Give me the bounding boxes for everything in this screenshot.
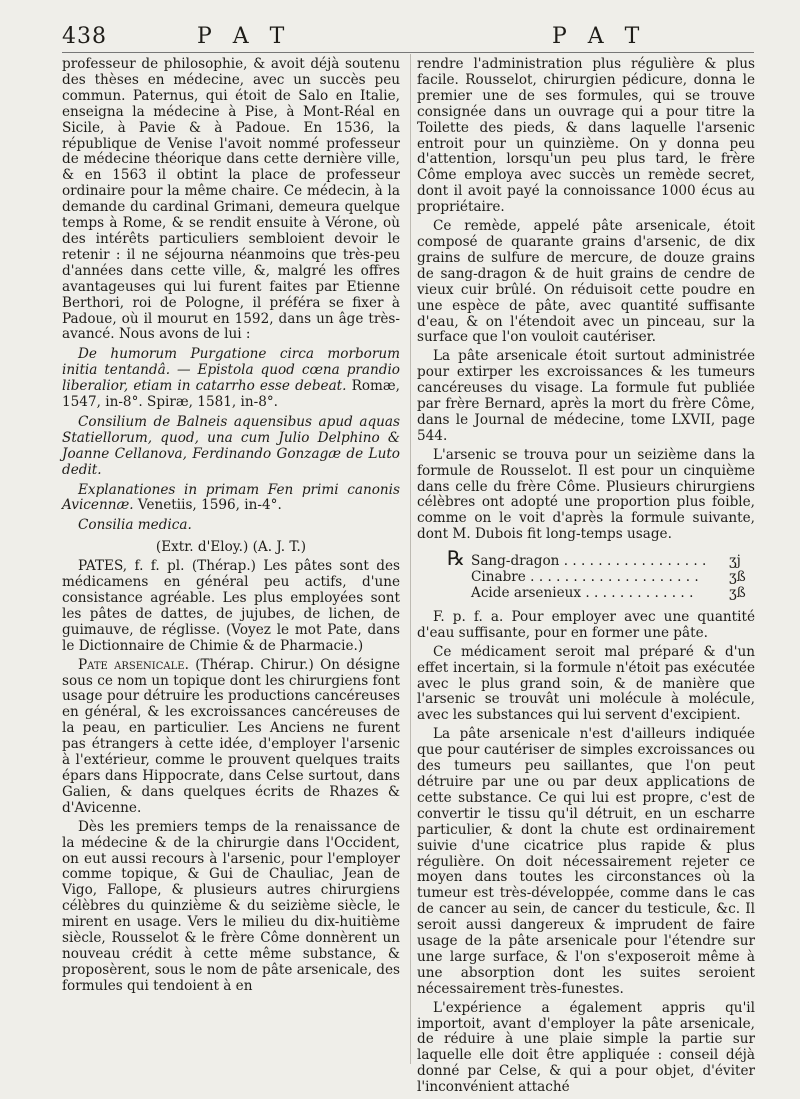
paragraph: L'arsenic se trouva pour un seizième dans la formule de Rousselot. Il est pour un cinquième dans celle du frère Côme. Plusieurs chirurgiens célèbres ont adopté une proportion plus foible, comme on le voit d'après la formule suivante, dont M. Dubois fit long-temps usage. <box>417 446 755 543</box>
paragraph: Dès les premiers temps de la renaissance de la médecine & de la chirurgie dans l'Occident, on eut aussi recours à l'arsenic, pour l'employer comme topique, & Gui de Chauliac, Jean de Vigo, Fallope, & plusieurs autres chirurgiens célèbres du quinzième & du seizième siècle, le mirent en usage. Vers le milieu du dix-huitième siècle, Rousselot & le frère Côme donnèrent un nouveau crédit à cette même substance, & proposèrent, sous le nom de pâte arsenicale, des formules qui tendoient à en <box>62 818 400 994</box>
paragraph: La pâte arsenicale étoit surtout administrée pour extirper les excroissances & les tumeurs cancéreuses du visage. La formule fut publiée par frère Bernard, après la mort du frère Côme, dans le Journal de médecine, tome LXVII, page 544. <box>417 348 755 444</box>
formula-quantity: ʒß <box>729 585 746 601</box>
formula-ingredient: Acide arsenieux . . . . . . . . . . . . . <box>471 585 694 601</box>
header-rule <box>62 52 754 53</box>
bibliography-item: De humorum Purgatione circa morborum initia tentandâ. — Epistola quod cœna prandio liberalior, etiam in catarrho esse debeat. Romæ, 1547, in-8°. Spiræ, 1581, in-8°. <box>62 346 400 411</box>
page-number: 438 <box>62 24 107 49</box>
bibliography <box>62 347 400 534</box>
recipe-symbol-icon: ℞ <box>447 546 465 571</box>
right-column <box>417 57 755 1099</box>
left-column <box>62 57 400 998</box>
formula-quantity: ʒj <box>729 553 741 570</box>
entry-headword: PATES, <box>78 558 128 575</box>
paragraph: professeur de philosophie, & avoit déjà soutenu des thèses en médecine, avec un succès peu commun. Paternus, qui étoit de Salo en Italie, enseigna la médecine à Pise, à Mont-Réal en Sicile, à Pavie & à Padoue. En 1536, la république de Venise l'avoit nommé professeur de médecine théorique dans cette dernière ville, & en 1563 il obtint la place de professeur ordinaire pour la même chaire. Ce médecin, à la demande du cardinal Grimani, demeura quelque temps à Rome, & se rendit ensuite à Vérone, où des intérêts particuliers sembloient devoir le retenir : il ne séjourna néanmoins que très-peu d'années dans cette ville, &, malgré les offres avantageuses qui lui furent faites par Etienne Berthori, roi de Pologne, il préféra se fixer à Padoue, où il mourut en 1592, dans un âge très-avancé. Nous avons de lui : <box>62 56 400 343</box>
formula-ingredient: Cinabre . . . . . . . . . . . . . . . . . . . . <box>471 569 699 586</box>
paragraph: Ce médicament seroit mal préparé & d'un effet incertain, si la formule n'étoit pas exécutée avec le plus grand soin, & de manière que l'arsenic se trouvât uni molécule à molécule, avec les substances qui lui servent d'excipient. <box>417 643 755 724</box>
entry-headword: Pate arsenicale. <box>78 656 189 673</box>
formula-row <box>447 570 755 586</box>
bibliography-item: Explanationes in primam Fen primi canonis Avicennæ. Venetiis, 1596, in-4°. <box>62 481 400 514</box>
right-running-head: P A T <box>552 24 647 49</box>
formula-ingredient: Sang-dragon . . . . . . . . . . . . . . . . . <box>471 553 707 570</box>
bibliography-item: Consilium de Balneis aquensibus apud aquas Statiellorum, quod, una cum Julio Delphino & Joanne Cellanova, Ferdinando Gonzagæ de Luto dedit. <box>62 413 400 478</box>
author-signature: (Extr. d'Eloy.) (A. J. T.) <box>155 539 307 556</box>
formula-quantity: ʒß <box>729 569 746 586</box>
prescription-formula <box>447 546 755 602</box>
formula-row <box>447 586 755 602</box>
paragraph: L'expérience a également appris qu'il importoit, avant d'employer la pâte arsenicale, de réduire à une plaie simple la partie sur laquelle elle doit être appliquée : conseil déjà donné par Celse, & qui a pour objet, d'éviter l'inconvénient attaché <box>417 999 755 1096</box>
column-divider <box>410 54 411 1064</box>
running-header <box>62 24 754 52</box>
left-running-head: P A T <box>197 24 292 49</box>
entry-pates: PATES, f. f. pl. (Thérap.) Les pâtes sont des médicamens en général peu actifs, d'une consistance agréable. Les plus employées sont les pâtes de dattes, de jujubes, de lichen, de guimauve, de réglisse. (Voyez le mot Pate, dans le Dictionnaire de Chimie & de Pharmacie.) <box>62 558 400 654</box>
paragraph: rendre l'administration plus régulière & plus facile. Rousselot, chirurgien pédicure, donna le premier une de ses formules, qui se trouve consignée dans un ouvrage qui a pour titre la Toilette des pieds, & dans laquelle l'arsenic entroit pour un quinzième. On y donna peu d'attention, lorsqu'un peu plus tard, le frère Côme employa avec succès un remède secret, dont il avoit payé la connoissance 1000 écus au propriétaire. <box>417 56 755 216</box>
paragraph: Ce remède, appelé pâte arsenicale, étoit composé de quarante grains d'arsenic, de dix grains de sulfure de mercure, de douze grains de sang-dragon & de huit grains de cendre de vieux cuir brûlé. On réduisoit cette poudre en une espèce de pâte, avec quantité suffisante d'eau, & on l'étendoit avec un pinceau, sur la surface que l'on vouloit cautériser. <box>417 218 755 346</box>
formula-row <box>447 546 755 571</box>
bibliography-item: Consilia medica. <box>78 517 192 534</box>
entry-pate-arsenicale: Pate arsenicale. (Thérap. Chirur.) On désigne sous ce nom un topique dont les chirurgiens font usage pour détruire les productions cancéreuses en général, & les excroissances cancéreuses de la peau, en particulier. Les Anciens ne furent pas étrangers à cette idée, d'employer l'arsenic à l'extérieur, comme le prouvent quelques traits épars dans Hippocrate, dans Celse surtout, dans Galien, & dans quelques écrits de Rhazes & d'Avicenne. <box>62 656 400 816</box>
paragraph: F. p. f. a. Pour employer avec une quantité d'eau suffisante, pour en former une pâte. <box>417 608 755 641</box>
paragraph: La pâte arsenicale n'est d'ailleurs indiquée que pour cautériser de simples excroissances ou des tumeurs peu saillantes, que l'on peut détruire par une ou par deux applications de cette substance. Ce qui lui est propre, c'est de convertir le tissu qu'il détruit, en un escharre particulier, & dont la chute est ordinairement suivie d'une cicatrice plus rapide & plus régulière. On doit nécessairement rejeter ce moyen dans toutes les circonstances où la tumeur est très-développée, comme dans le cas de cancer au sein, de cancer du testicule, &c. Il seroit aussi dangereux & imprudent de faire usage de la pâte arsenicale pour l'étendre sur une large surface, & l'on s'exposeroit même à une absorption dont les suites seroient nécessairement très-funestes. <box>417 726 755 997</box>
